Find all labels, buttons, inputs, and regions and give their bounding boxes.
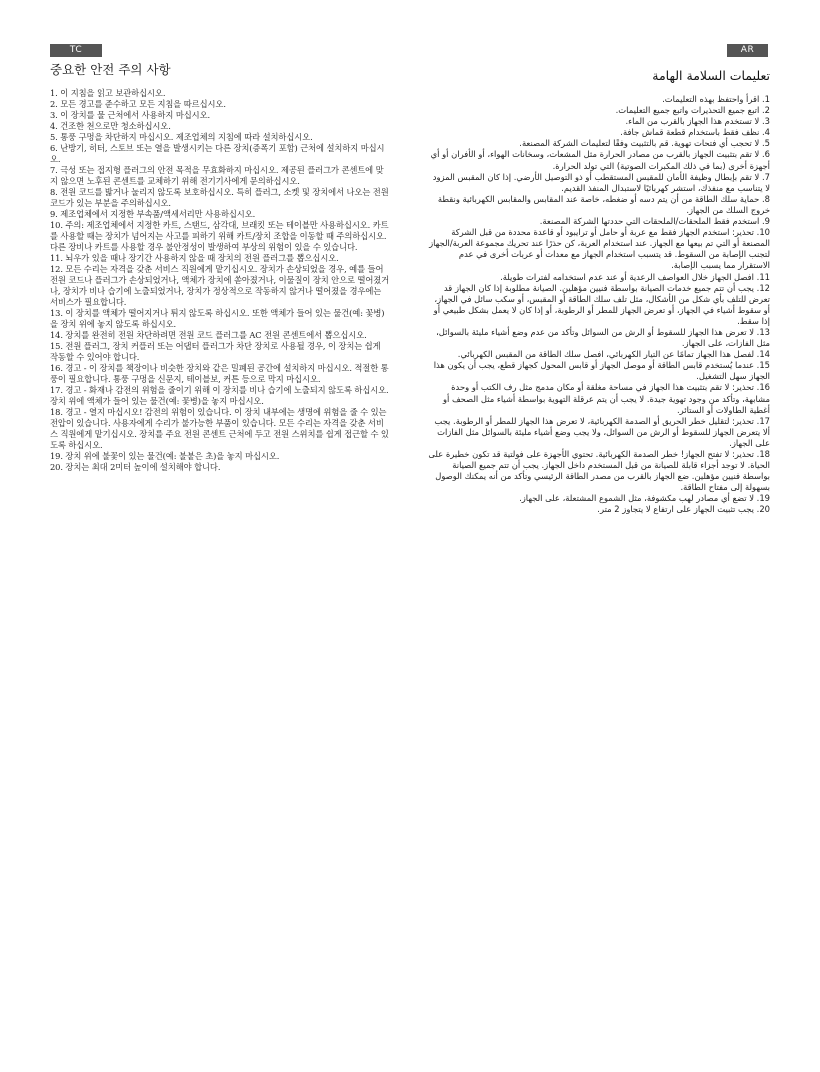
safety-instruction-item: 19. 장치 위에 불꽃이 있는 물건(예: 불붙은 초)을 놓지 마십시오.	[50, 451, 280, 461]
safety-instruction-item: 17. 경고 - 화재나 감전의 위험을 줄이기 위해 이 장치를 비나 습기에 노출되지 않도록 하십시오. 장치 위에 액체가 들어 있는 물건(예: 꽃병)을 놓지 마십시오.	[50, 385, 389, 406]
safety-instruction-item: 3. 이 장치를 물 근처에서 사용하지 마십시오.	[50, 110, 211, 120]
safety-instruction-item: 3. لا تستخدم هذا الجهاز بالقرب من الماء.	[625, 116, 770, 127]
safety-instruction-item: 7. 극성 또는 접지형 플러그의 안전 목적을 무효화하지 마십시오. 제공된 플러그가 콘센트에 맞지 않으면 노후된 콘센트를 교체하기 위해 전기기사에게 문의하십시오.	[50, 165, 384, 186]
safety-instruction-item: 15. 전원 플러그, 장치 커플러 또는 어댑터 플러그가 차단 장치로 사용될 경우, 이 장치는 쉽게 작동할 수 있어야 합니다.	[50, 341, 381, 362]
safety-instruction-item: 5. 통풍 구멍을 차단하지 마십시오. 제조업체의 지침에 따라 설치하십시오.	[50, 132, 313, 142]
safety-instruction-item: 14. لفصل هذا الجهاز تمامًا عن التيار الكهربائي، افصل سلك الطاقة من المقبس الكهربائي.	[457, 349, 770, 360]
safety-instruction-item: 9. استخدم فقط الملحقات/الملحقات التي حددتها الشركة المصنعة.	[539, 216, 770, 227]
safety-instruction-item: 6. 난방기, 히터, 스토브 또는 열을 발생시키는 다른 장치(증폭기 포함) 근처에 설치하지 마십시오.	[50, 143, 385, 164]
safety-instruction-item: 12. يجب أن تتم جميع خدمات الصيانة بواسطة فنيين مؤهلين. الصيانة مطلوبة إذا كان الجهاز قد تعرض للتلف بأي شكل من الأشكال، مثل تلف سلك الطاقة أو المقبس، أو سكب سائل في الجهاز، أو سقوط أشياء في الجهاز، أو تعرض الجهاز للمطر أو الرطوبة، أو إذا كان لا يعمل بشكل طبيعي أو إذا سقط.	[433, 282, 770, 326]
safety-instruction-item: 16. 경고 - 이 장치를 책장이나 비슷한 장치와 같은 밀폐된 공간에 설치하지 마십시오. 적절한 통풍이 필요합니다. 통풍 구멍을 신문지, 테이블보, 커튼 등으로 막지 마십시오.	[50, 363, 389, 384]
arabic-safety-column	[426, 62, 770, 516]
safety-instruction-item: 18. 경고 - 열지 마십시오! 감전의 위험이 있습니다. 이 장치 내부에는 생명에 위험을 줄 수 있는 전압이 있습니다. 사용자에게 수리가 불가능한 부품이 있습니다. 모든 수리는 자격을 갖춘 서비스 직원에게 맡기십시오. 장치를 주요 전원 콘센트 근처에 두고 전원 스위치를 쉽게 접근할 수 있도록 하십시오.	[50, 407, 389, 450]
safety-instruction-item: 16. تحذير: لا تقم بتثبيت هذا الجهاز في مساحة مغلقة أو مكان مدمج مثل رف الكتب أو وحدة مشابهة، وتأكد من وجود تهوية جيدة. لا يجب أن يتم عرقلة التهوية بواسطة أشياء مثل الصحف أو أغطية الطاولات أو الستائر.	[442, 382, 770, 415]
safety-instruction-item: 8. 전원 코드를 밟거나 눌리지 않도록 보호하십시오. 특히 플러그, 소켓 및 장치에서 나오는 전원 코드가 있는 부분을 주의하십시오.	[50, 187, 389, 208]
safety-instruction-item: 13. 이 장치를 액체가 떨어지거나 튀지 않도록 하십시오. 또한 액체가 들어 있는 물건(예: 꽃병)을 장치 위에 놓지 않도록 하십시오.	[50, 308, 385, 329]
safety-instruction-item: 9. 제조업체에서 지정한 부속품/액세서리만 사용하십시오.	[50, 209, 256, 219]
safety-instruction-item: 11. افصل الجهاز خلال العواصف الرعدية أو عند عدم استخدامه لفترات طويلة.	[500, 271, 770, 282]
safety-instruction-item: 17. تحذير: لتقليل خطر الحريق أو الصدمة الكهربائية، لا تعرض هذا الجهاز للمطر أو الرطوبة. يجب ألا يتعرض الجهاز للسقوط أو الرش من السوائل، ولا يجب وضع أشياء مليئة بالسوائل مثل الفازات على الجهاز.	[434, 415, 770, 448]
safety-instruction-item: 15. عندما يُستخدم قابس الطاقة أو موصل الجهاز أو قابس المحول كجهاز قطع، يجب أن يكون هذا الجهاز سهل التشغيل.	[433, 360, 770, 382]
safety-instruction-item: 8. حماية سلك الطاقة من أن يتم دسه أو ضغطه، خاصة عند المقابس والمقابس الكهربائية ونقطة خروج السلك من الجهاز.	[437, 193, 770, 215]
language-badge-ar: AR	[727, 44, 768, 57]
safety-instruction-item: 1. 이 지침을 읽고 보관하십시오.	[50, 88, 166, 98]
safety-instruction-item: 4. نظف فقط باستخدام قطعة قماش جافة.	[620, 127, 770, 138]
korean-safety-title: 중요한 안전 주의 사항	[50, 62, 171, 77]
safety-instruction-item: 7. لا تقم بإبطال وظيفة الأمان للمقبس المستقطب أو ذو التوصيل الأرضي. إذا كان المقبس المزود لا يتناسب مع منفذك، استشر كهربائيًا لاستبدال المنفذ القديم.	[432, 171, 770, 193]
safety-instruction-item: 6. لا تقم بتثبيت الجهاز بالقرب من مصادر الحرارة مثل المشعات، وسخانات الهواء، أو الأفران أو أي أجهزة أخرى (بما في ذلك المكبرات الصوتية) التي تولد الحرارة.	[430, 149, 770, 171]
korean-safety-column	[50, 62, 390, 473]
safety-instruction-item: 12. 모든 수리는 자격을 갖춘 서비스 직원에게 맡기십시오. 장치가 손상되었을 경우, 예를 들어 전원 코드나 플러그가 손상되었거나, 액체가 장치에 쏟아졌거나, 이물질이 장치 안으로 떨어졌거나, 장치가 비나 습기에 노출되었거나, 장치가 정상적으로 작동하지 않거나 떨어졌을 경우에는 서비스가 필요합니다.	[50, 264, 390, 307]
safety-instruction-item: 19. لا تضع أي مصادر لهب مكشوفة، مثل الشموع المشتعلة، على الجهاز.	[519, 493, 770, 504]
safety-instruction-item: 20. يجب تثبيت الجهاز على ارتفاع لا يتجاوز 2 متر.	[597, 504, 770, 515]
safety-instruction-item: 14. 장치를 완전히 전원 차단하려면 전원 코드 플러그를 AC 전원 콘센트에서 뽑으십시오.	[50, 330, 367, 340]
safety-instruction-item: 2. 모든 경고를 준수하고 모든 지침을 따르십시오.	[50, 99, 226, 109]
safety-instruction-item: 4. 건조한 천으로만 청소하십시오.	[50, 121, 171, 131]
safety-instruction-item: 11. 뇌우가 있을 때나 장기간 사용하지 않을 때 장치의 전원 플러그를 뽑으십시오.	[50, 253, 339, 263]
korean-safety-list	[50, 88, 390, 473]
arabic-safety-title: تعليمات السلامة الهامة	[652, 68, 770, 83]
safety-instruction-item: 1. اقرأ واحتفظ بهذه التعليمات.	[662, 94, 770, 104]
safety-instruction-item: 13. لا تعرض هذا الجهاز للسقوط أو الرش من السوائل وتأكد من عدم وضع أشياء مليئة بالسوائل، مثل الفازات، على الجهاز.	[436, 326, 770, 349]
safety-instruction-item: 2. اتبع جميع التحذيرات واتبع جميع التعليمات.	[615, 105, 770, 116]
safety-instruction-item: 10. تحذير: استخدم الجهاز فقط مع عربة أو حامل أو ترايبود أو قاعدة محددة من قبل الشركة المصنعة أو التي تم بيعها مع الجهاز. عند استخدام العربة، كن حذرًا عند تحريك مجموعة العربة/الجهاز لتجنب الإصابة من السقوط. قد يتسبب استخدام الجهاز مع معدات أو عربات أخرى في عدم الاستقرار مما يسبب الإصابة.	[429, 227, 770, 271]
arabic-safety-list	[426, 94, 770, 516]
safety-instruction-item: 20. 장치는 최대 2미터 높이에 설치해야 합니다.	[50, 462, 221, 472]
safety-instruction-item: 18. تحذير: لا تفتح الجهاز! خطر الصدمة الكهربائية. تحتوي الأجهزة على فولتية قد تكون خطيرة على الحياة. لا توجد أجزاء قابلة للصيانة من قبل المستخدم داخل الجهاز. يجب أن تتم جميع الصيانة بواسطة فنيين مؤهلين. ضع الجهاز بالقرب من مصدر الطاقة الرئيسي وتأكد من أنه يمكنك الوصول بسهولة إلى مفتاح الطاقة.	[428, 449, 770, 493]
language-badge-tc: TC	[50, 44, 102, 57]
safety-instruction-item: 5. لا تحجب أي فتحات تهوية. قم بالتثبيت وفقًا لتعليمات الشركة المصنعة.	[519, 138, 770, 149]
safety-instruction-item: 10. 주의: 제조업체에서 지정한 카트, 스탠드, 삼각대, 브래킷 또는 테이블만 사용하십시오. 카트를 사용할 때는 장치가 넘어지는 사고를 피하기 위해 카트/장치 조합을 이동할 때 주의하십시오. 다른 장비나 카트를 사용할 경우 불안정성이 발생하여 부상의 위험이 있을 수 있습니다.	[50, 220, 389, 252]
